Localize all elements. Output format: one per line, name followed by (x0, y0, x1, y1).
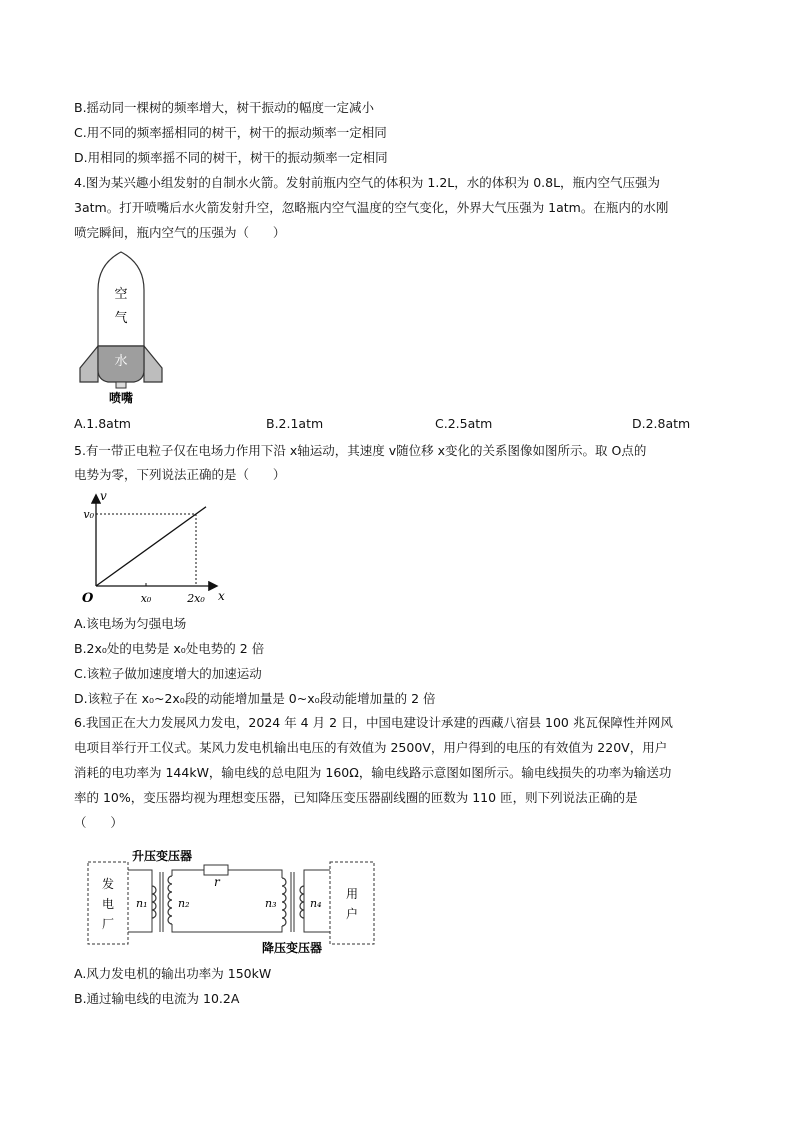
x-tick-label-2x0: 2x₀ (187, 592, 205, 605)
q6-option-b: B.通过输电线的电流为 10.2A (74, 991, 240, 1006)
n2-label: n₂ (178, 897, 190, 910)
line-resistor (204, 865, 228, 875)
q4-stem-line3: 喷完瞬间，瓶内空气的压强为（ ） (74, 225, 286, 240)
nozzle (116, 382, 126, 388)
plant-char-2: 电 (101, 897, 115, 911)
q6-stem-line4: 率的 10%，变压器均视为理想变压器，已知降压变压器副线圈的匝数为 110 匝，则下列说法正确的是 (74, 790, 638, 805)
q4-option-c: C.2.5atm (435, 416, 493, 431)
step-up-transformer-label: 升压变压器 (132, 850, 193, 863)
origin-label: O (82, 591, 94, 606)
n1-label: n₁ (136, 897, 148, 910)
n4-coil (300, 886, 304, 918)
q6-stem-line3: 消耗的电功率为 144kW，输电线的总电阻为 160Ω，输电线路示意图如图所示。输电线损失的功率为输送功 (74, 765, 672, 780)
q5-option-a: A.该电场为匀强电场 (74, 616, 187, 631)
transmission-line-top-right (228, 870, 282, 878)
n4-label: n₄ (310, 897, 322, 910)
y-tick-label-v0: v₀ (83, 508, 94, 521)
air-label-2: 气 (114, 311, 128, 326)
user-box (330, 862, 374, 944)
right-fin (144, 346, 162, 382)
n1-coil (152, 886, 156, 918)
q4-option-a: A.1.8atm (74, 416, 131, 431)
q6-option-a: A.风力发电机的输出功率为 150kW (74, 966, 272, 981)
step-down-transformer-label: 降压变压器 (262, 941, 323, 955)
user-char-1: 用 (345, 887, 359, 901)
q6-stem-line2: 电项目举行开工仪式。某风力发电机输出电压的有效值为 2500V，用户得到的电压的有效值为 220V，用户 (74, 740, 668, 755)
q4-option-b: B.2.1atm (266, 416, 324, 431)
user-char-2: 户 (345, 907, 359, 921)
q6-stem-line5: （ ） (74, 815, 123, 830)
q3-option-c: C.用不同的频率摇相同的树干，树干的振动频率一定相同 (74, 125, 387, 140)
q5-stem-line2: 电势为零，下列说法正确的是（ ） (74, 467, 286, 482)
q3-option-d: D.用相同的频率摇不同的树干，树干的振动频率一定相同 (74, 150, 388, 165)
plant-char-3: 厂 (101, 917, 115, 931)
water-label: 水 (114, 354, 128, 369)
y-axis-label: v (100, 489, 107, 503)
q4-option-d: D.2.8atm (632, 416, 691, 431)
q6-stem-line1: 6.我国正在大力发展风力发电，2024 年 4 月 2 日，中国电建设计承建的西藏八宿县 100 兆瓦保障性并网风 (74, 715, 673, 730)
left-fin (80, 346, 98, 382)
air-label-1: 空 (114, 287, 128, 302)
transmission-circuit-diagram (86, 850, 378, 956)
q4-stem-line2: 3atm。打开喷嘴后水火箭发射升空，忽略瓶内空气温度的空气变化，外界大气压强为 1atm。在瓶内的水刚 (74, 200, 669, 215)
n3-label: n₃ (265, 897, 277, 910)
x-axis-label: x (218, 589, 225, 603)
v-x-graph (80, 488, 230, 610)
water-rocket-figure (76, 250, 166, 408)
q5-option-d: D.该粒子在 x₀~2x₀段的动能增加量是 0~x₀段动能增加量的 2 倍 (74, 691, 436, 706)
x-tick-label-x0: x₀ (140, 592, 152, 605)
plant-char-1: 发 (101, 877, 115, 891)
transmission-line-top-left (172, 870, 204, 876)
transmission-line-bottom (172, 924, 282, 932)
q5-option-c: C.该粒子做加速度增大的加速运动 (74, 666, 262, 681)
n2-coil (168, 876, 172, 924)
q3-option-b: B.摇动同一棵树的频率增大，树干振动的幅度一定减小 (74, 100, 375, 115)
resistor-label: r (214, 875, 220, 889)
q5-option-b: B.2x₀处的电势是 x₀处电势的 2 倍 (74, 641, 265, 656)
nozzle-label: 喷嘴 (108, 391, 134, 405)
n3-coil (282, 878, 286, 926)
series-line-v-x (96, 507, 206, 586)
q5-stem-line1: 5.有一带正电粒子仅在电场力作用下沿 x轴运动，其速度 v随位移 x变化的关系图像如图所示。取 O点的 (74, 443, 647, 458)
q4-stem-line1: 4.图为某兴趣小组发射的自制水火箭。发射前瓶内空气的体积为 1.2L，水的体积为 0.8L，瓶内空气压强为 (74, 175, 661, 190)
